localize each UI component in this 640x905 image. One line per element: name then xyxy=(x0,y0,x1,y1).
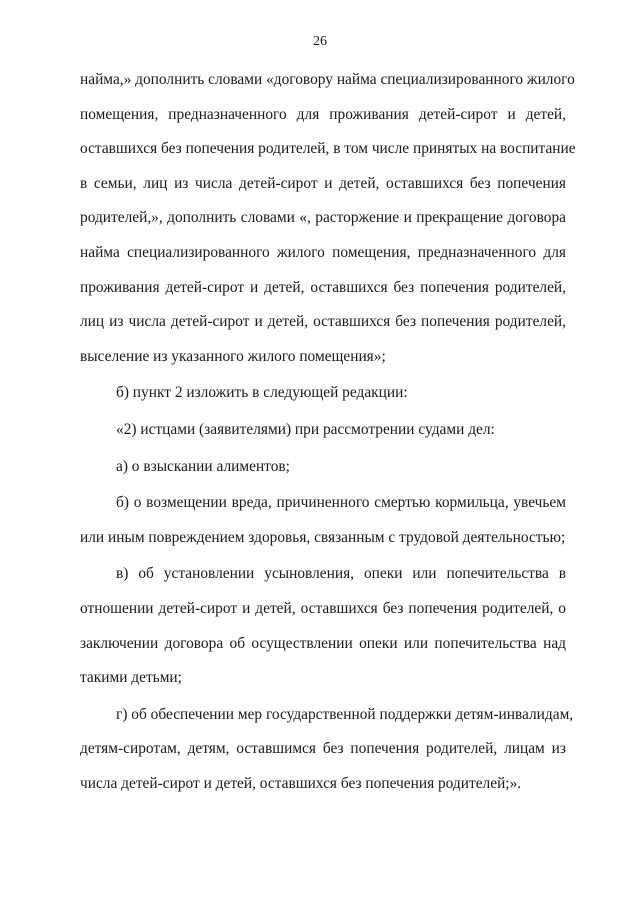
paragraph-2: б) пункт 2 изложить в следующей редакции: xyxy=(116,384,408,402)
paragraph-3: «2) истцами (заявителями) при рассмотрении судами дел: xyxy=(116,420,495,438)
paragraph-6 xyxy=(80,557,566,695)
text-line: оставшихся без попечения родителей, в том числе принятых на воспитание xyxy=(80,140,576,158)
text-line: найма специализированного жилого помещения, предназначенного для xyxy=(80,243,566,261)
text-line: такими детьми; xyxy=(80,669,182,687)
text-line: в) об установлении усыновления, опеки или попечительства в xyxy=(116,565,566,583)
text-line: заключении договора об осуществлении опеки или попечительства над xyxy=(80,634,566,652)
paragraph-7 xyxy=(80,698,574,802)
text-line: проживания детей-сирот и детей, оставшихся без попечения родителей, xyxy=(80,278,566,296)
text-line: лиц из числа детей-сирот и детей, оставшихся без попечения родителей, xyxy=(80,313,566,331)
text-line: в семьи, лиц из числа детей-сирот и детей, оставшихся без попечения xyxy=(80,174,566,192)
paragraph-1 xyxy=(80,63,576,374)
paragraph-5 xyxy=(80,486,566,555)
text-line: г) об обеспечении мер государственной поддержки детям-инвалидам, xyxy=(116,705,574,723)
text-line: или иным повреждением здоровья, связанным с трудовой деятельностью; xyxy=(80,528,566,546)
text-line: найма,» дополнить словами «договору найма специализированного жилого xyxy=(80,71,575,88)
text-line: выселение из указанного жилого помещения»; xyxy=(80,347,386,365)
page-number: 26 xyxy=(313,34,327,49)
text-line: отношении детей-сирот и детей, оставшихся без попечения родителей, о xyxy=(80,599,566,617)
document-body xyxy=(80,63,576,801)
text-line: родителей,», дополнить словами «, расторжение и прекращение договора xyxy=(80,209,566,227)
paragraph-4: а) о взыскании алиментов; xyxy=(116,457,290,475)
text-line: детям-сиротам, детям, оставшимся без попечения родителей, лицам из xyxy=(80,740,566,758)
text-line: помещения, предназначенного для проживания детей-сирот и детей, xyxy=(80,105,566,123)
text-line: числа детей-сирот и детей, оставшихся без попечения родителей;». xyxy=(80,774,522,792)
text-line: б) о возмещении вреда, причиненного смертью кормильца, увечьем xyxy=(116,494,566,512)
